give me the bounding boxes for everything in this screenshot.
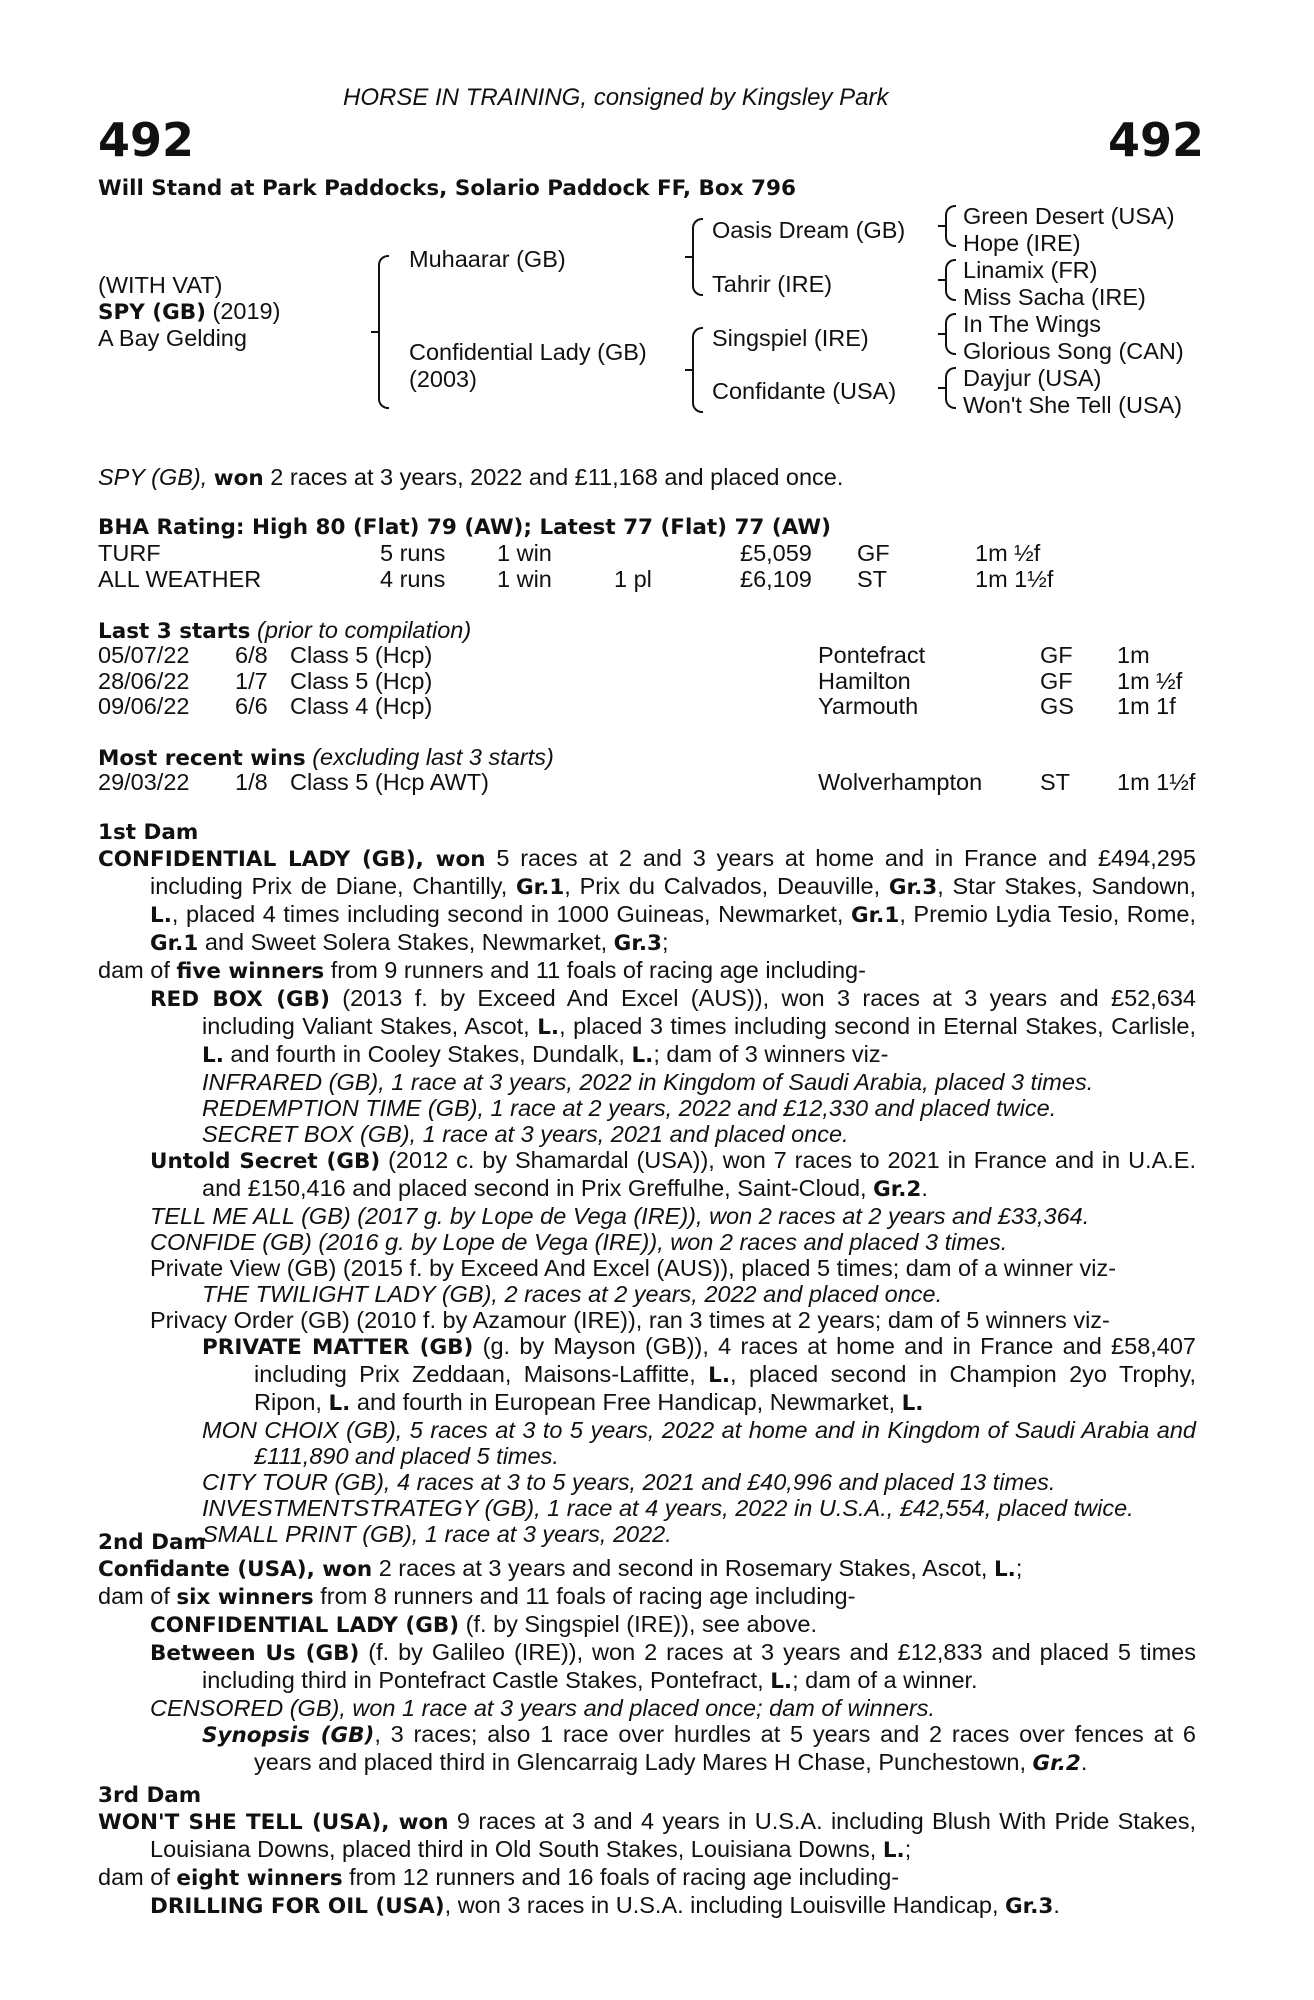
rating-aw-placed: 1 pl [614,566,652,592]
race-summary: SPY (GB), won 2 races at 3 years, 2022 and £11,168 and placed once. [98,464,844,491]
lot-number-left: 492 [98,113,195,167]
progeny-confidential-lady: CONFIDENTIAL LADY (GB) (f. by Singspiel (IRE)), see above. [150,1611,817,1638]
first-dam-progeny [98,985,1196,1547]
second-dam-heading: 2nd Dam [98,1530,206,1555]
progeny-infrared: INFRARED (GB), 1 race at 3 years, 2022 in Kingdom of Saudi Arabia, placed 3 times. [202,1069,1094,1095]
rating-turf-wins: 1 win [497,540,552,566]
censored-progeny [150,1721,1196,1777]
start-1-course: Pontefract [818,642,926,668]
progeny-city-tour: CITY TOUR (GB), 4 races at 3 to 5 years, 2021 and £40,996 and placed 13 times. [202,1469,1056,1495]
rating-aw-runs: 4 runs [380,566,446,592]
pedigree-ggs-1: Green Desert (USA) [963,203,1175,229]
pedigree-bracket-g2 [945,259,956,301]
last-starts-heading: Last 3 starts (prior to compilation) [98,617,472,644]
pedigree-ggs-7: Dayjur (USA) [963,365,1102,391]
progeny-mon-choix: MON CHOIX (GB), 5 races at 3 to 5 years, 2022 at home and in Kingdom of Saudi Arabia and £111,890 and placed 5 times. [202,1417,1196,1469]
consignor-line: HORSE IN TRAINING, consigned by Kingsley Park [343,84,889,111]
progeny-confide: CONFIDE (GB) (2016 g. by Lope de Vega (IRE)), won 2 races and placed 3 times. [150,1229,1008,1255]
rating-turf-going: GF [857,540,890,566]
progeny-red-box: RED BOX (GB) (2013 f. by Exceed And Excel (AUS)), won 3 races at 3 years and £52,634 including Valiant Stakes, Ascot, L., placed 3 times including second in Eternal Stakes, Carlisle, L. and fourth in Cooley Stakes, Dundalk, L.; dam of 3 winners viz- [150,985,1196,1068]
pedigree-ggs-5: In The Wings [963,311,1102,337]
progeny-censored: CENSORED (GB), won 1 race at 3 years and placed once; dam of winners. [150,1695,935,1721]
progeny-secret-box: SECRET BOX (GB), 1 race at 3 years, 2021 and placed once. [202,1121,849,1147]
pedigree-dam-year: (2003) [409,366,477,392]
pedigree-ggs-4: Miss Sacha (IRE) [963,284,1146,310]
second-dam-section [98,1555,1196,1777]
start-2-pos: 1/7 [235,668,268,694]
pedigree-grandsire-1: Oasis Dream (GB) [712,217,906,243]
pedigree-bracket-sire-dam [378,255,389,409]
first-dam-section [98,845,1196,1547]
second-dam-record: Confidante (USA), won 2 races at 3 years and second in Rosemary Stakes, Ascot, L.; [98,1555,1023,1582]
rating-turf-surface: TURF [98,540,161,566]
red-box-progeny [150,1069,1196,1147]
win-1-pos: 1/8 [235,769,268,795]
lot-number-right: 492 [1107,113,1204,167]
pedigree-bracket-sire-parents [692,218,703,296]
private-view-progeny [150,1281,1196,1307]
rating-turf-prize: £5,059 [740,540,812,566]
rating-turf-runs: 5 runs [380,540,446,566]
start-3-pos: 6/6 [235,693,268,719]
win-1-going: ST [1040,769,1071,795]
pedigree-bracket-g3 [945,313,956,355]
progeny-between-us: Between Us (GB) (f. by Galileo (IRE)), won 2 races at 3 years and £12,833 and placed 5 times including third in Pontefract Castle Stakes, Pontefract, L.; dam of a winner. [150,1639,1197,1694]
pedigree-bracket-g4 [945,367,956,409]
win-1-distance: 1m 1½f [1117,769,1196,795]
start-3-going: GS [1040,693,1074,719]
progeny-redemption-time: REDEMPTION TIME (GB), 1 race at 2 years, 2022 and £12,330 and placed twice. [202,1095,1057,1121]
recent-wins-heading: Most recent wins (excluding last 3 starts) [98,744,554,771]
third-dam-heading: 3rd Dam [98,1783,202,1808]
pedigree-sire: Muhaarar (GB) [409,246,566,272]
first-dam-heading: 1st Dam [98,820,199,845]
progeny-private-matter: PRIVATE MATTER (GB) (g. by Mayson (GB)), 4 races at home and in France and £58,407 including Prix Zeddaan, Maisons-Laffitte, L., placed second in Champion 2yo Trophy, Ripon, L. and fourth in European Free Handicap, Newmarket, L. [202,1333,1196,1416]
progeny-untold-secret: Untold Secret (GB) (2012 c. by Shamardal (USA)), won 7 races to 2021 in France and in U.A.E. and £150,416 and placed second in Prix Greffulhe, Saint-Cloud, Gr.2. [150,1147,1196,1202]
rating-aw-surface: ALL WEATHER [98,566,262,592]
progeny-synopsis: Synopsis (GB), 3 races; also 1 race over hurdles at 5 years and 2 races over fences at 6 years and placed third in Glencarraig Lady Mares H Chase, Punchestown, Gr.2. [202,1721,1196,1776]
start-3-date: 09/06/22 [98,693,190,719]
horse-title [98,298,280,326]
pedigree-ggs-2: Hope (IRE) [963,230,1081,256]
pedigree-bracket-g1 [945,205,956,247]
pedigree-bracket-dam-parents [692,327,703,413]
progeny-investmentstrategy: INVESTMENTSTRATEGY (GB), 1 race at 4 years, 2022 in U.S.A., £42,554, placed twice. [202,1495,1134,1521]
start-1-distance: 1m [1117,642,1150,668]
start-2-distance: 1m ½f [1117,668,1183,694]
start-3-course: Yarmouth [818,693,919,719]
rating-aw-distance: 1m 1½f [975,566,1054,592]
pedigree-grandsire-3: Singspiel (IRE) [712,325,869,351]
vat-label: (WITH VAT) [98,272,223,298]
rating-turf-distance: 1m ½f [975,540,1041,566]
start-3-distance: 1m 1f [1117,693,1176,719]
win-1-date: 29/03/22 [98,769,190,795]
start-2-going: GF [1040,668,1073,694]
second-dam-progeny [98,1611,1196,1777]
progeny-small-print: SMALL PRINT (GB), 1 race at 3 years, 2022. [202,1521,672,1547]
start-2-race: Class 5 (Hcp) [290,668,433,694]
rating-aw-wins: 1 win [497,566,552,592]
start-1-race: Class 5 (Hcp) [290,642,433,668]
progeny-private-view: Private View (GB) (2015 f. by Exceed And Excel (AUS)), placed 5 times; dam of a winner viz- [150,1255,1117,1281]
progeny-privacy-order: Privacy Order (GB) (2010 f. by Azamour (IRE)), ran 3 times at 2 years; dam of 5 winners viz- [150,1307,1110,1333]
progeny-twilight-lady: THE TWILIGHT LADY (GB), 2 races at 2 years, 2022 and placed once. [202,1281,943,1307]
rating-aw-going: ST [857,566,888,592]
horse-name: SPY (GB) [98,300,206,325]
win-1-race: Class 5 (Hcp AWT) [290,769,489,795]
first-dam-record: CONFIDENTIAL LADY (GB), won 5 races at 2 and 3 years at home and in France and £494,295 including Prix de Diane, Chantilly, Gr.1, Prix du Calvados, Deauville, Gr.3, Star Stakes, Sandown, L., placed 4 times including second in 1000 Guineas, Newmarket, Gr.1, Premio Lydia Tesio, Rome, Gr.1 and Sweet Solera Stakes, Newmarket, Gr.3; [98,845,1197,956]
rating-aw-prize: £6,109 [740,566,812,592]
start-3-race: Class 4 (Hcp) [290,693,433,719]
third-dam-section [98,1808,1196,1920]
pedigree-ggs-8: Won't She Tell (USA) [963,392,1183,418]
start-1-pos: 6/8 [235,642,268,668]
horse-year: (2019) [212,298,281,324]
pedigree-dam: Confidential Lady (GB) [409,339,647,365]
start-1-going: GF [1040,642,1073,668]
third-dam-record: WON'T SHE TELL (USA), won 9 races at 3 and 4 years in U.S.A. including Blush With Pride Stakes, Louisiana Downs, placed third in Old South Stakes, Louisiana Downs, L.; [98,1808,1197,1863]
pedigree-ggs-3: Linamix (FR) [963,257,1098,283]
progeny-tell-me-all: TELL ME ALL (GB) (2017 g. by Lope de Vega (IRE)), won 2 races at 2 years and £33,364. [150,1203,1090,1229]
third-dam-produce-line: dam of eight winners from 12 runners and 16 foals of racing age including- [98,1864,900,1891]
win-1-course: Wolverhampton [818,769,983,795]
pedigree-grandsire-4: Confidante (USA) [712,378,897,404]
start-1-date: 05/07/22 [98,642,190,668]
third-dam-progeny [98,1892,1196,1920]
rating-title: BHA Rating: High 80 (Flat) 79 (AW); Latest 77 (Flat) 77 (AW) [98,515,831,540]
second-dam-produce-line: dam of six winners from 8 runners and 11 foals of racing age including- [98,1583,856,1610]
first-dam-produce-line: dam of five winners from 9 runners and 11 foals of racing age including- [98,957,866,984]
pedigree-grandsire-2: Tahrir (IRE) [712,271,833,297]
pedigree-ggs-6: Glorious Song (CAN) [963,338,1184,364]
start-2-course: Hamilton [818,668,911,694]
stabling-line: Will Stand at Park Paddocks, Solario Paddock FF, Box 796 [98,176,796,201]
privacy-order-progeny [150,1333,1196,1547]
horse-description: A Bay Gelding [98,325,247,351]
start-2-date: 28/06/22 [98,668,190,694]
progeny-drilling-for-oil: DRILLING FOR OIL (USA), won 3 races in U.S.A. including Louisville Handicap, Gr.3. [150,1892,1060,1919]
